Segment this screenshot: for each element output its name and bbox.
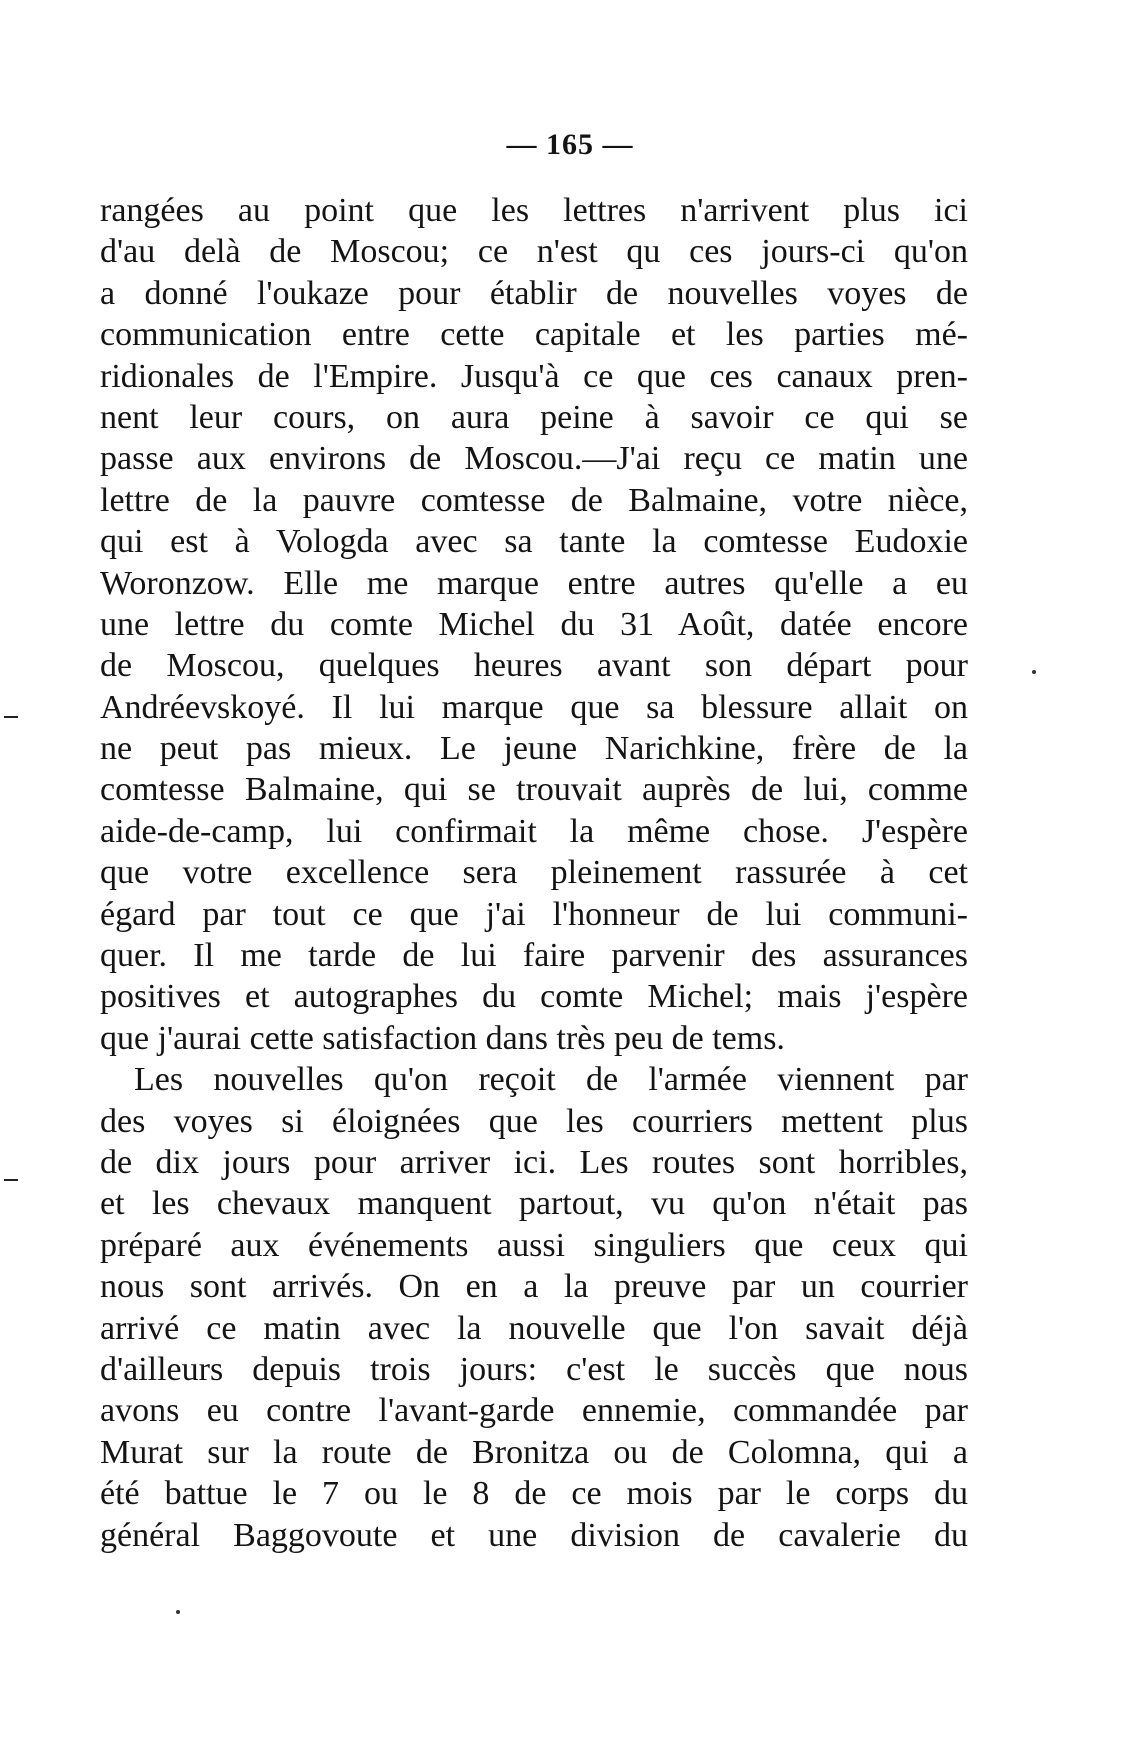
text-line: de dix jours pour arriver ici. Les routes sont horribles, xyxy=(100,1143,968,1181)
text-line: été battue le 7 ou le 8 de ce mois par le corps du xyxy=(100,1475,968,1513)
text-line: rangées au point que les lettres n'arrivent plus ici xyxy=(100,192,968,229)
text-line: que votre excellence sera pleinement rassurée à cet xyxy=(100,854,968,892)
text-line: quer. Il me tarde de lui faire parvenir des assurances xyxy=(100,937,968,975)
body-text xyxy=(100,190,968,1556)
text-line: lettre de la pauvre comtesse de Balmaine, votre nièce, xyxy=(100,481,968,519)
text-line: avons eu contre l'avant-garde ennemie, commandée par xyxy=(100,1392,968,1430)
text-line: comtesse Balmaine, qui se trouvait auprès de lui, comme xyxy=(100,771,968,809)
text-line: général Baggovoute et une division de cavalerie du xyxy=(100,1516,968,1554)
text-line: d'ailleurs depuis trois jours: c'est le succès que nous xyxy=(100,1350,968,1388)
text-line: ridionales de l'Empire. Jusqu'à ce que ces canaux pren- xyxy=(100,357,968,395)
text-line: arrivé ce matin avec la nouvelle que l'on savait déjà xyxy=(100,1309,968,1347)
text-line: aide-de-camp, lui confirmait la même chose. J'espère xyxy=(100,812,968,850)
page-number: — 165 — xyxy=(506,128,634,161)
text-line: une lettre du comte Michel du 31 Août, datée encore xyxy=(100,605,968,643)
text-line: d'au delà de Moscou; ce n'est qu ces jours-ci qu'on xyxy=(100,233,968,271)
text-line: des voyes si éloignées que les courriers mettent plus xyxy=(100,1102,968,1140)
margin-mark xyxy=(4,1179,18,1181)
text-line: Andréevskoyé. Il lui marque que sa blessure allait on xyxy=(100,688,968,726)
text-line: communication entre cette capitale et les parties mé- xyxy=(100,316,968,354)
text-line: que j'aurai cette satisfaction dans très peu de tems. xyxy=(100,1019,785,1057)
text-line: nous sont arrivés. On en a la preuve par un courrier xyxy=(100,1268,968,1306)
text-line: Murat sur la route de Bronitza ou de Colomna, qui a xyxy=(100,1433,968,1471)
text-line: positives et autographes du comte Michel; mais j'espère xyxy=(100,978,968,1016)
text-line: a donné l'oukaze pour établir de nouvelles voyes de xyxy=(100,274,968,312)
text-line: passe aux environs de Moscou.—J'ai reçu ce matin une xyxy=(100,440,968,478)
text-line: Les nouvelles qu'on reçoit de l'armée viennent par xyxy=(134,1061,968,1099)
text-line: ne peut pas mieux. Le jeune Narichkine, frère de la xyxy=(100,730,968,768)
text-line: qui est à Vologda avec sa tante la comtesse Eudoxie xyxy=(100,523,968,561)
text-line: égard par tout ce que j'ai l'honneur de lui communi- xyxy=(100,895,968,933)
text-line: de Moscou, quelques heures avant son départ pour xyxy=(100,647,968,685)
text-line: et les chevaux manquent partout, vu qu'on n'était pas xyxy=(100,1185,968,1223)
text-line: nent leur cours, on aura peine à savoir ce qui se xyxy=(100,398,968,436)
margin-mark xyxy=(4,716,18,718)
text-line: Woronzow. Elle me marque entre autres qu'elle a eu xyxy=(100,564,968,602)
print-speck xyxy=(1032,670,1036,674)
print-speck xyxy=(176,1610,180,1614)
text-line: préparé aux événements aussi singuliers que ceux qui xyxy=(100,1226,968,1264)
